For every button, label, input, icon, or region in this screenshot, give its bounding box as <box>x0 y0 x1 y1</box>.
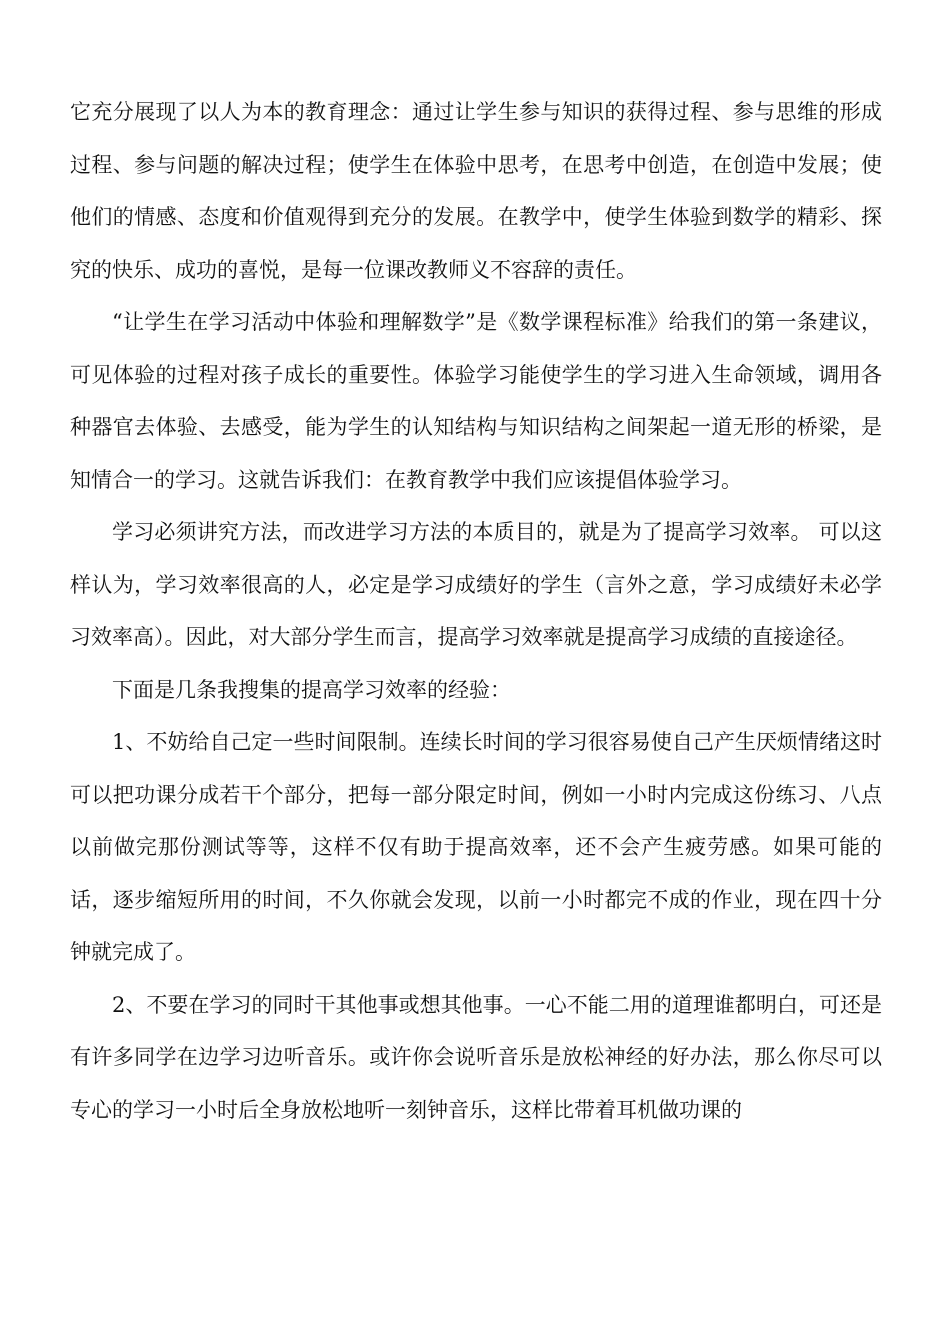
paragraph-tips-intro: 下面是几条我搜集的提高学习效率的经验： <box>112 677 511 702</box>
paragraph-tip-1: 1、不妨给自己定一些时间限制。连续长时间的学习很容易使自己产生厌烦情绪这时可以把功课分成若干个部分，把每一部分限定时间，例如一小时内完成这份练习、八点以前做完那份测试等等，这样不仅有助于提高效率，还不会产生疲劳感。如果可能的话，逐步缩短所用的时间，不久你就会发现，以前一小时都完不成的作业，现在四十分钟就完成了。 <box>70 730 882 964</box>
document-body <box>70 86 882 1136</box>
paragraph-tip-2: 2、不要在学习的同时干其他事或想其他事。一心不能二用的道理谁都明白，可还是有许多同学在边学习边听音乐。或许你会说听音乐是放松神经的好办法，那么你尽可以专心的学习一小时后全身放松地听一刻钟音乐，这样比带着耳机做功课的 <box>70 992 882 1122</box>
paragraph-learning-efficiency: 学习必须讲究方法，而改进学习方法的本质目的，就是为了提高学习效率。 可以这样认为，学习效率很高的人，必定是学习成绩好的学生（言外之意，学习成绩好未必学习效率高）。因此，对大部分学生而言，提高学习效率就是提高学习成绩的直接途径。 <box>70 520 882 649</box>
paragraph-intro-continuation: 它充分展现了以人为本的教育理念：通过让学生参与知识的获得过程、参与思维的形成过程、参与问题的解决过程；使学生在体验中思考，在思考中创造，在创造中发展；使他们的情感、态度和价值观得到充分的发展。在教学中，使学生体验到数学的精彩、探究的快乐、成功的喜悦，是每一位课改教师义不容辞的责任。 <box>70 100 882 282</box>
paragraph-curriculum-standard: “让学生在学习活动中体验和理解数学”是《数学课程标准》给我们的第一条建议，可见体验的过程对孩子成长的重要性。体验学习能使学生的学习进入生命领域，调用各种器官去体验、去感受，能为学生的认知结构与知识结构之间架起一道无形的桥梁，是知情合一的学习。这就告诉我们：在教育教学中我们应该提倡体验学习。 <box>70 310 882 492</box>
